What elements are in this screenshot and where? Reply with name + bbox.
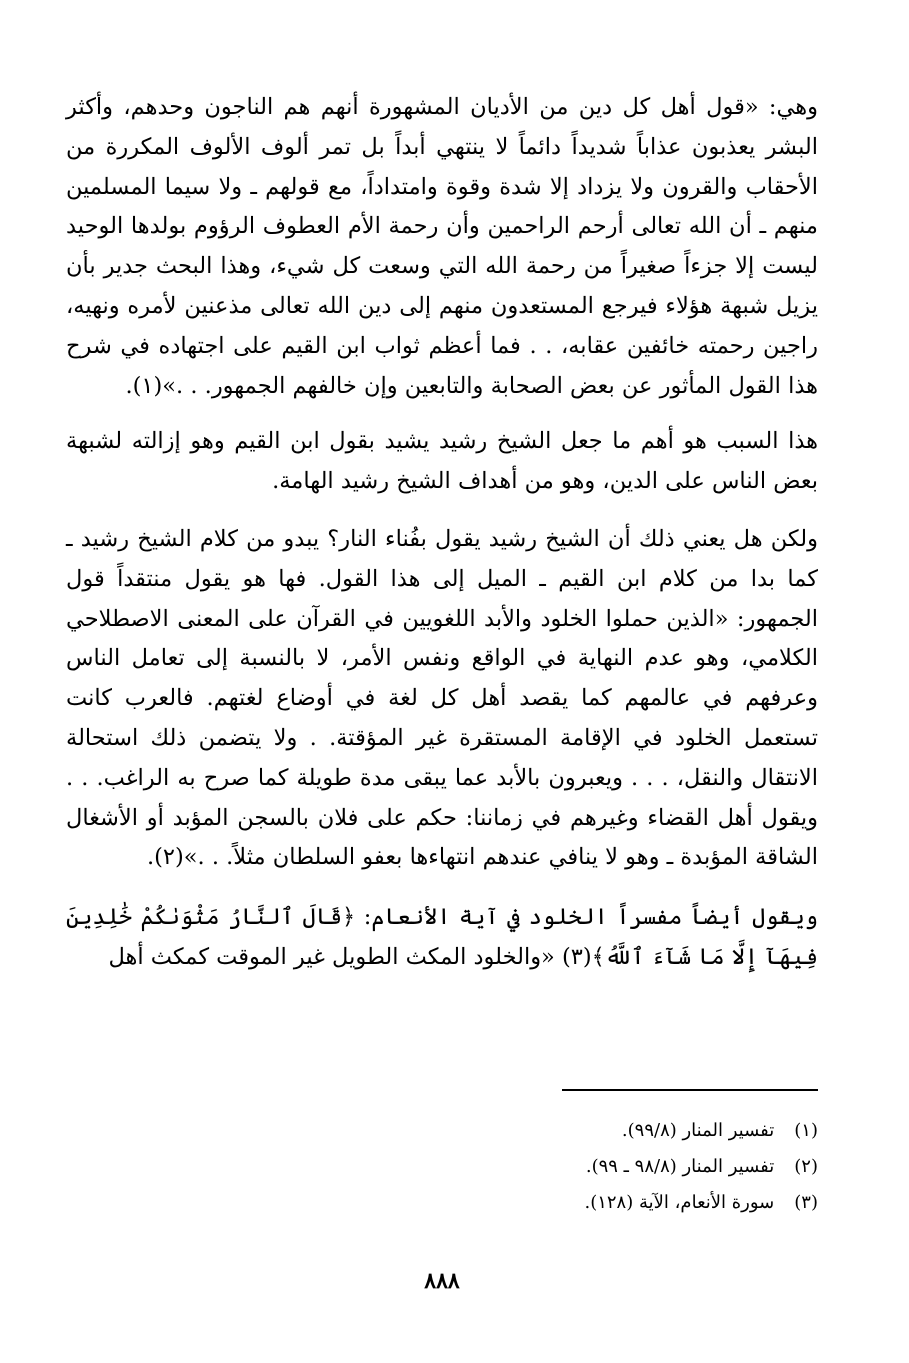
paragraph-4: ويقول أيضاً مفسراً الخلود في آية الأنعام: ﴿قَالَ ٱلنَّارُ مَثْوَىٰكُمْ خَٰلِدِينَ فِيهَآ إِلَّا مَا شَآءَ ٱللَّهُ﴾(٣) «والخلود المكث الطويل غير الموقت كمكث أهل	[66, 904, 819, 970]
paragraph-3: ولكن هل يعني ذلك أن الشيخ رشيد يقول بفُناء النار؟ يبدو من كلام الشيخ رشيد ـ كما بدا من كلام ابن القيم ـ الميل إلى هذا القول. فها هو يقول منتقداً قول الجمهور: «الذين حملوا الخلود والأبد اللغويين في القرآن على المعنى الاصطلاحي الكلامي، وهو عدم النهاية في الواقع ونفس الأمر، لا بالنسبة إلى تعامل الناس وعرفهم في عالمهم كما يقصد أهل كل لغة في أوضاع لغتهم. فالعرب كانت تستعمل الخلود في الإقامة المستقرة غير المؤقتة. . ولا يتضمن ذلك استحالة الانتقال والنقل، . . . ويعبرون بالأبد عما يبقى مدة طويلة كما صرح به الراغب. . . ويقول أهل القضاء وغيرهم في زماننا: حكم على فلان بالسجن المؤبد أو الأشغال الشاقة المؤبدة ـ وهو لا ينافي عندهم انتهاءها بعفو السلطان مثلاً. . .»(٢).	[66, 525, 818, 871]
footnotes	[66, 1113, 818, 1221]
page-number: ٨٨٨	[424, 1268, 460, 1294]
footnote-1	[66, 1113, 818, 1149]
footnote-text: تفسير المنار (٩٩/٨).	[621, 1120, 775, 1141]
footnote-text: سورة الأنعام، الآية (١٢٨).	[584, 1192, 775, 1213]
footnote-number: (٣)	[794, 1192, 818, 1213]
footnote-divider	[562, 1089, 818, 1091]
paragraph-1: وهي: «قول أهل كل دين من الأديان المشهورة أنهم هم الناجون وحدهم، وأكثر البشر يعذبون عذاباً شديداً دائماً لا ينتهي أبداً بل تمر ألوف الألوف المكررة من الأحقاب والقرون ولا يزداد إلا شدة وقوة وامتداداً، مع قولهم ـ ولا سيما المسلمين منهم ـ أن الله تعالى أرحم الراحمين وأن رحمة الأم العطوف الرؤوم بولدها الوحيد ليست إلا جزءاً صغيراً من رحمة الله التي وسعت كل شيء، وهذا البحث جدير بأن يزيل شبهة هؤلاء فيرجع المستعدون منهم إلى دين الله تعالى مذعنين لأمره ونهيه، راجين رحمته خائفين عقابه، . . فما أعظم ثواب ابن القيم على اجتهاده في شرح هذا القول المأثور عن بعض الصحابة والتابعين وإن خالفهم الجمهور. . .»(١).	[66, 94, 818, 399]
footnote-2	[66, 1149, 818, 1185]
footnote-number: (٢)	[794, 1156, 818, 1177]
footnote-text: تفسير المنار (٩٨/٨ ـ ٩٩).	[585, 1156, 775, 1177]
main-text	[66, 88, 818, 978]
footnote-number: (١)	[794, 1120, 818, 1141]
paragraph-2: هذا السبب هو أهم ما جعل الشيخ رشيد يشيد بقول ابن القيم وهو إزالته لشبهة بعض الناس على الدين، وهو من أهداف الشيخ رشيد الهامة.	[66, 428, 818, 495]
footnote-3	[66, 1185, 818, 1221]
book-page	[66, 88, 818, 1328]
